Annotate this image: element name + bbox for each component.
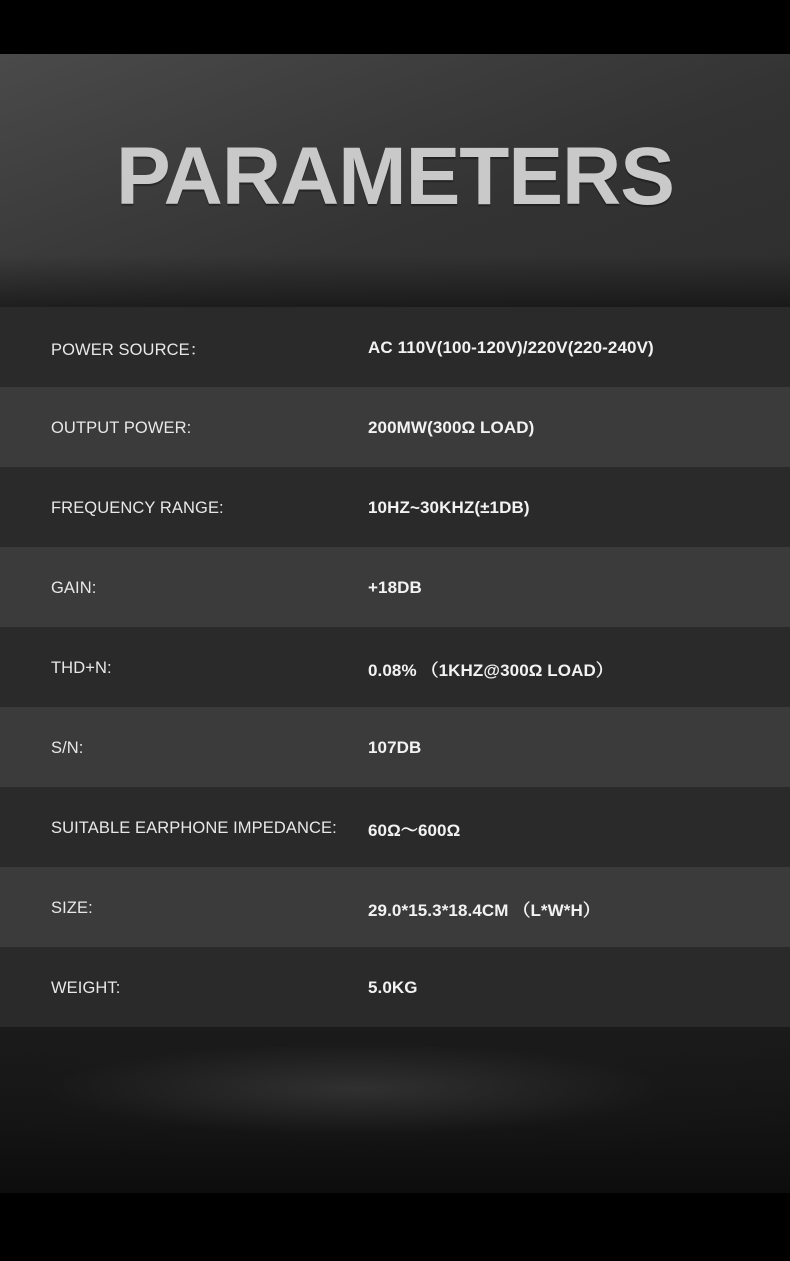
spec-value: 29.0*15.3*18.4CM （L*W*H）: [368, 900, 600, 920]
spec-label: S/N:: [51, 738, 84, 757]
table-row: [0, 307, 790, 387]
table-row: [0, 707, 790, 787]
table-row: [0, 547, 790, 627]
spec-label: SUITABLE EARPHONE IMPEDANCE:: [51, 818, 337, 837]
spec-label: WEIGHT:: [51, 978, 121, 997]
top-black-band: [0, 0, 790, 54]
spec-value: AC 110V(100-120V)/220V(220-240V): [368, 338, 654, 357]
spec-label: SIZE:: [51, 898, 93, 917]
spec-value: 107DB: [368, 738, 422, 757]
spec-label: POWER SOURCE：: [51, 341, 207, 359]
table-row: [0, 467, 790, 547]
page-title: PARAMETERS: [116, 130, 674, 222]
spec-value: 5.0KG: [368, 978, 418, 997]
spec-value: 60Ω〜600Ω: [368, 820, 461, 840]
spec-value: 200MW(300Ω LOAD): [368, 418, 535, 437]
table-row: [0, 627, 790, 707]
table-row: [0, 387, 790, 467]
lower-dark-panel: [0, 1027, 790, 1193]
bottom-black-band: [0, 1193, 790, 1242]
hero-banner: [0, 54, 790, 307]
spec-label: OUTPUT POWER:: [51, 418, 192, 437]
specifications-table: [0, 307, 790, 1027]
spec-value: 0.08% （1KHZ@300Ω LOAD）: [368, 660, 613, 680]
spec-value: 10HZ~30KHZ(±1DB): [368, 498, 530, 517]
spec-label: FREQUENCY RANGE:: [51, 498, 224, 517]
spec-value: +18DB: [368, 578, 422, 597]
table-row: [0, 947, 790, 1027]
spec-label: THD+N:: [51, 658, 112, 677]
table-row: [0, 867, 790, 947]
table-row: [0, 787, 790, 867]
spec-label: GAIN:: [51, 578, 97, 597]
